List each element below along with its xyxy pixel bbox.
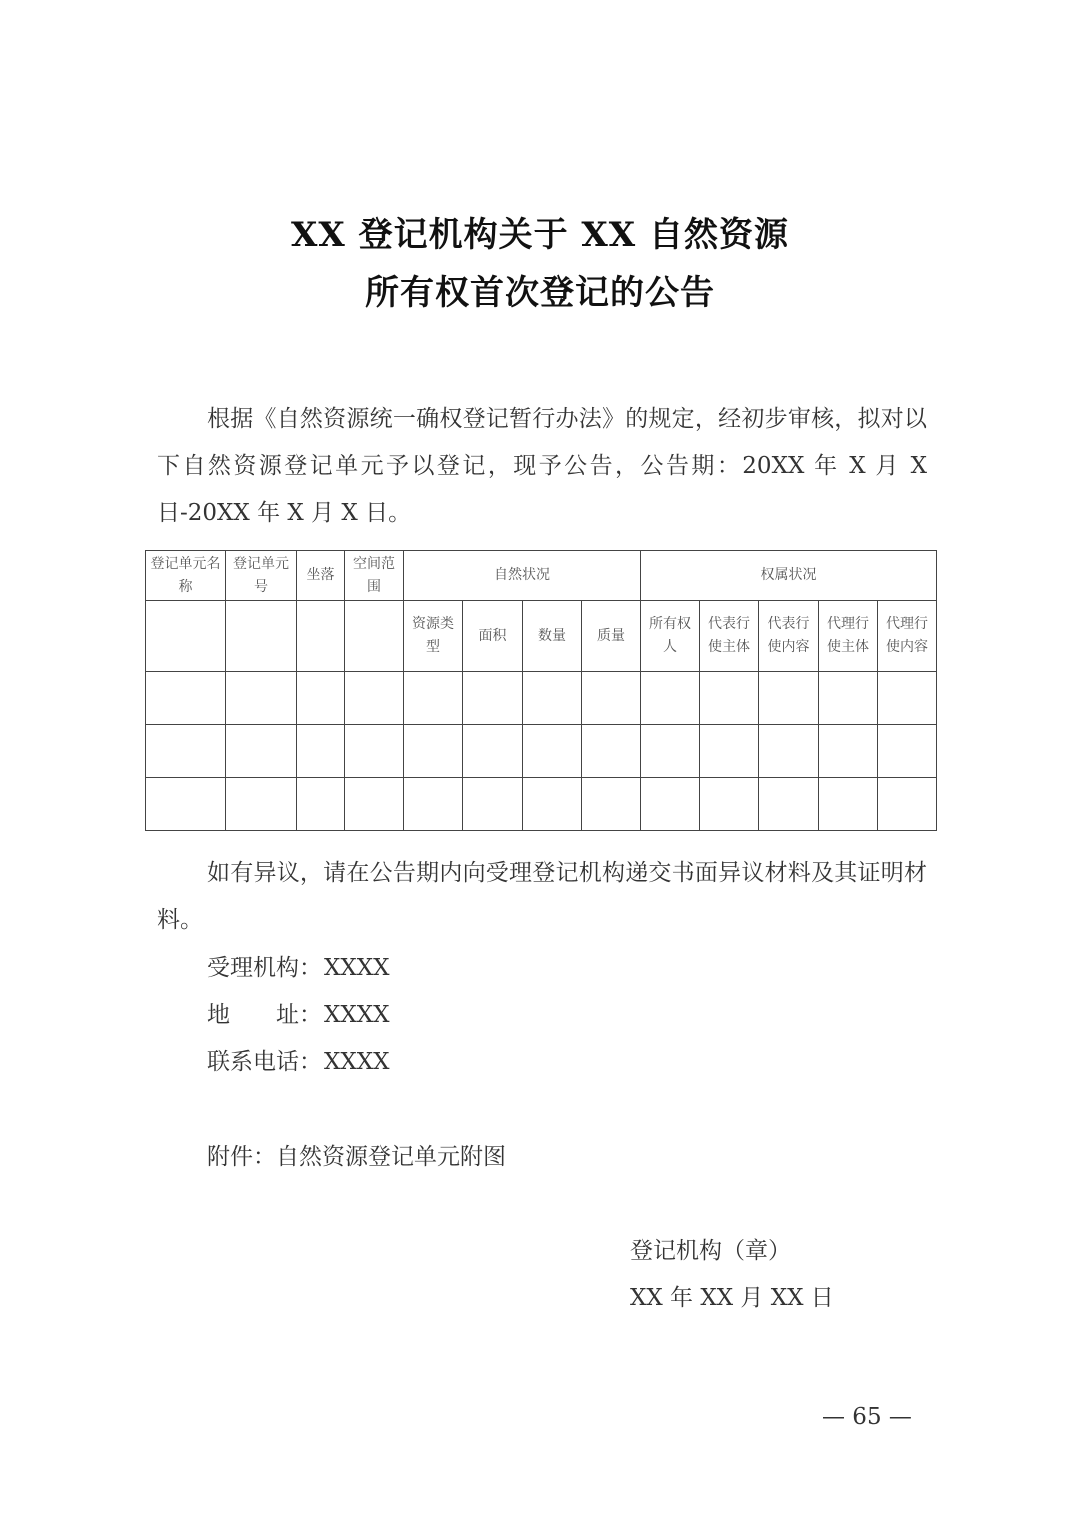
table-cell — [641, 725, 700, 778]
table-cell — [146, 601, 226, 672]
table-cell — [345, 778, 404, 831]
table-cell — [297, 601, 345, 672]
table-cell — [345, 725, 404, 778]
table-cell — [878, 725, 937, 778]
header-unit-no: 登记单元号 — [226, 551, 297, 601]
contact-agency — [207, 953, 390, 983]
header-unit-name: 登记单元名称 — [146, 551, 226, 601]
header-scope: 空间范围 — [345, 551, 404, 601]
objection-paragraph: 如有异议，请在公告期内向受理登记机构递交书面异议材料及其证明材料。 — [157, 860, 927, 933]
table-cell — [700, 725, 759, 778]
table-header-row — [146, 551, 937, 601]
table-cell — [641, 778, 700, 831]
subheader-resource-type: 资源类型 — [404, 601, 463, 672]
table-cell — [146, 778, 226, 831]
agency-value: XXXX — [324, 955, 390, 981]
table-cell — [523, 672, 582, 725]
table-cell — [700, 778, 759, 831]
table-cell — [226, 778, 297, 831]
agency-label: 受理机构： — [207, 955, 322, 981]
table-cell — [404, 672, 463, 725]
table-cell — [297, 672, 345, 725]
table-cell — [404, 778, 463, 831]
address-value: XXXX — [324, 1002, 390, 1028]
contact-address — [207, 1000, 390, 1030]
table-cell — [582, 778, 641, 831]
registration-table — [145, 550, 937, 831]
table-cell — [759, 725, 819, 778]
table-cell — [297, 725, 345, 778]
title-line-1: XX 登记机构关于 XX 自然资源 — [290, 215, 790, 255]
table-cell — [463, 672, 523, 725]
table-cell — [404, 725, 463, 778]
table-cell — [641, 672, 700, 725]
table-cell — [759, 672, 819, 725]
table-cell — [819, 725, 878, 778]
subheader-rep-subject: 代表行使主体 — [700, 601, 759, 672]
table-cell — [345, 601, 404, 672]
table-cell — [523, 778, 582, 831]
subheader-owner: 所有权人 — [641, 601, 700, 672]
table-cell — [819, 778, 878, 831]
header-ownership-status: 权属状况 — [641, 551, 937, 601]
table-cell — [878, 672, 937, 725]
table-cell — [226, 725, 297, 778]
signature-org: 登记机构（章） — [630, 1238, 791, 1264]
table-cell — [146, 725, 226, 778]
table-cell — [819, 672, 878, 725]
address-label: 地 址： — [207, 1002, 322, 1028]
intro-paragraph: 根据《自然资源统一确权登记暂行办法》的规定，经初步审核，拟对以下自然资源登记单元予以登记，现予公告，公告期：20XX 年 X 月 X 日-20XX 年 X 月 X 日。 — [157, 406, 927, 526]
announcement-title — [0, 206, 1080, 322]
subheader-agent-content: 代理行使内容 — [878, 601, 937, 672]
table-cell — [463, 725, 523, 778]
table-cell — [463, 778, 523, 831]
title-line-2: 所有权首次登记的公告 — [365, 273, 715, 313]
table-cell — [878, 778, 937, 831]
signature-date: XX 年 XX 月 XX 日 — [630, 1285, 834, 1311]
table-cell — [700, 672, 759, 725]
table-cell — [523, 725, 582, 778]
table-row — [146, 672, 937, 725]
table-cell — [345, 672, 404, 725]
subheader-quantity: 数量 — [523, 601, 582, 672]
header-location: 坐落 — [297, 551, 345, 601]
table-cell — [226, 601, 297, 672]
table-cell — [146, 672, 226, 725]
table-cell — [297, 778, 345, 831]
table-row — [146, 725, 937, 778]
subheader-quality: 质量 — [582, 601, 641, 672]
subheader-agent-subject: 代理行使主体 — [819, 601, 878, 672]
contact-phone — [207, 1047, 390, 1077]
table-row — [146, 778, 937, 831]
subheader-rep-content: 代表行使内容 — [759, 601, 819, 672]
table-cell — [759, 778, 819, 831]
table-cell — [582, 672, 641, 725]
subheader-area: 面积 — [463, 601, 523, 672]
page-number: — 65 — — [822, 1404, 912, 1430]
phone-label: 联系电话： — [207, 1049, 322, 1075]
attachment-note: 附件：自然资源登记单元附图 — [207, 1144, 506, 1170]
header-natural-status: 自然状况 — [404, 551, 641, 601]
table-subheader-row — [146, 601, 937, 672]
table-cell — [582, 725, 641, 778]
table-cell — [226, 672, 297, 725]
phone-value: XXXX — [324, 1049, 390, 1075]
